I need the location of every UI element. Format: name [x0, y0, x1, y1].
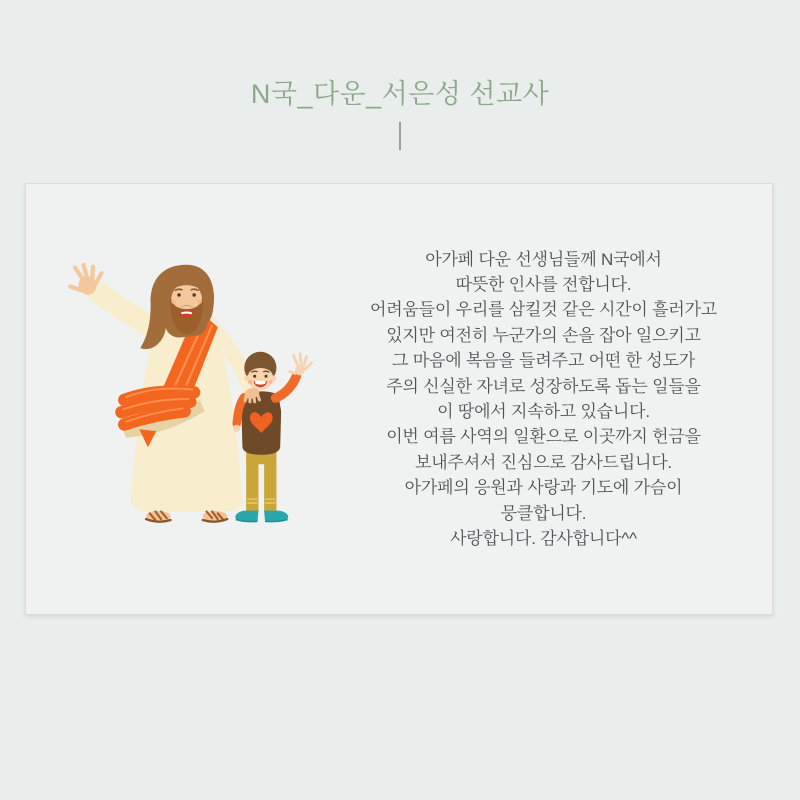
page-title: N국_다운_서은성 선교사 — [250, 79, 550, 109]
jesus-sandals — [146, 511, 227, 522]
message-text — [321, 247, 772, 552]
jesus-figure — [70, 265, 249, 522]
message-line: 뭉클합니다. — [500, 503, 587, 523]
message-line: 따뜻한 인사를 전합니다. — [455, 274, 632, 294]
message-line: 이 땅에서 지속하고 있습니다. — [437, 402, 650, 421]
jesus-and-child-illustration — [56, 243, 321, 555]
message-line: 있지만 여전히 누군가의 손을 잡아 일으키고 — [386, 325, 701, 345]
message-line: 그 마음에 복음을 들려주고 어떤 한 성도가 — [392, 351, 695, 371]
message-line: 아가페 다운 선생님들께 N국에서 — [425, 249, 662, 269]
greeting-card — [25, 183, 773, 615]
message-line: 주의 신실한 자녀로 성장하도록 돕는 일들을 — [386, 376, 701, 396]
message-line: 사랑합니다. 감사합니다^^ — [450, 529, 637, 549]
title-divider — [399, 122, 401, 150]
message-line: 어려움들이 우리를 삼킬것 같은 시간이 흘러가고 — [369, 300, 718, 320]
message-line: 이번 여름 사역의 일환으로 이곳까지 헌금을 — [386, 427, 701, 447]
child-figure — [233, 352, 311, 522]
message-line: 보내주셔서 진심으로 감사드립니다. — [415, 452, 672, 472]
message-line: 아가페의 응원과 사랑과 기도에 가슴이 — [404, 478, 683, 498]
child-waving-hand — [290, 354, 312, 377]
